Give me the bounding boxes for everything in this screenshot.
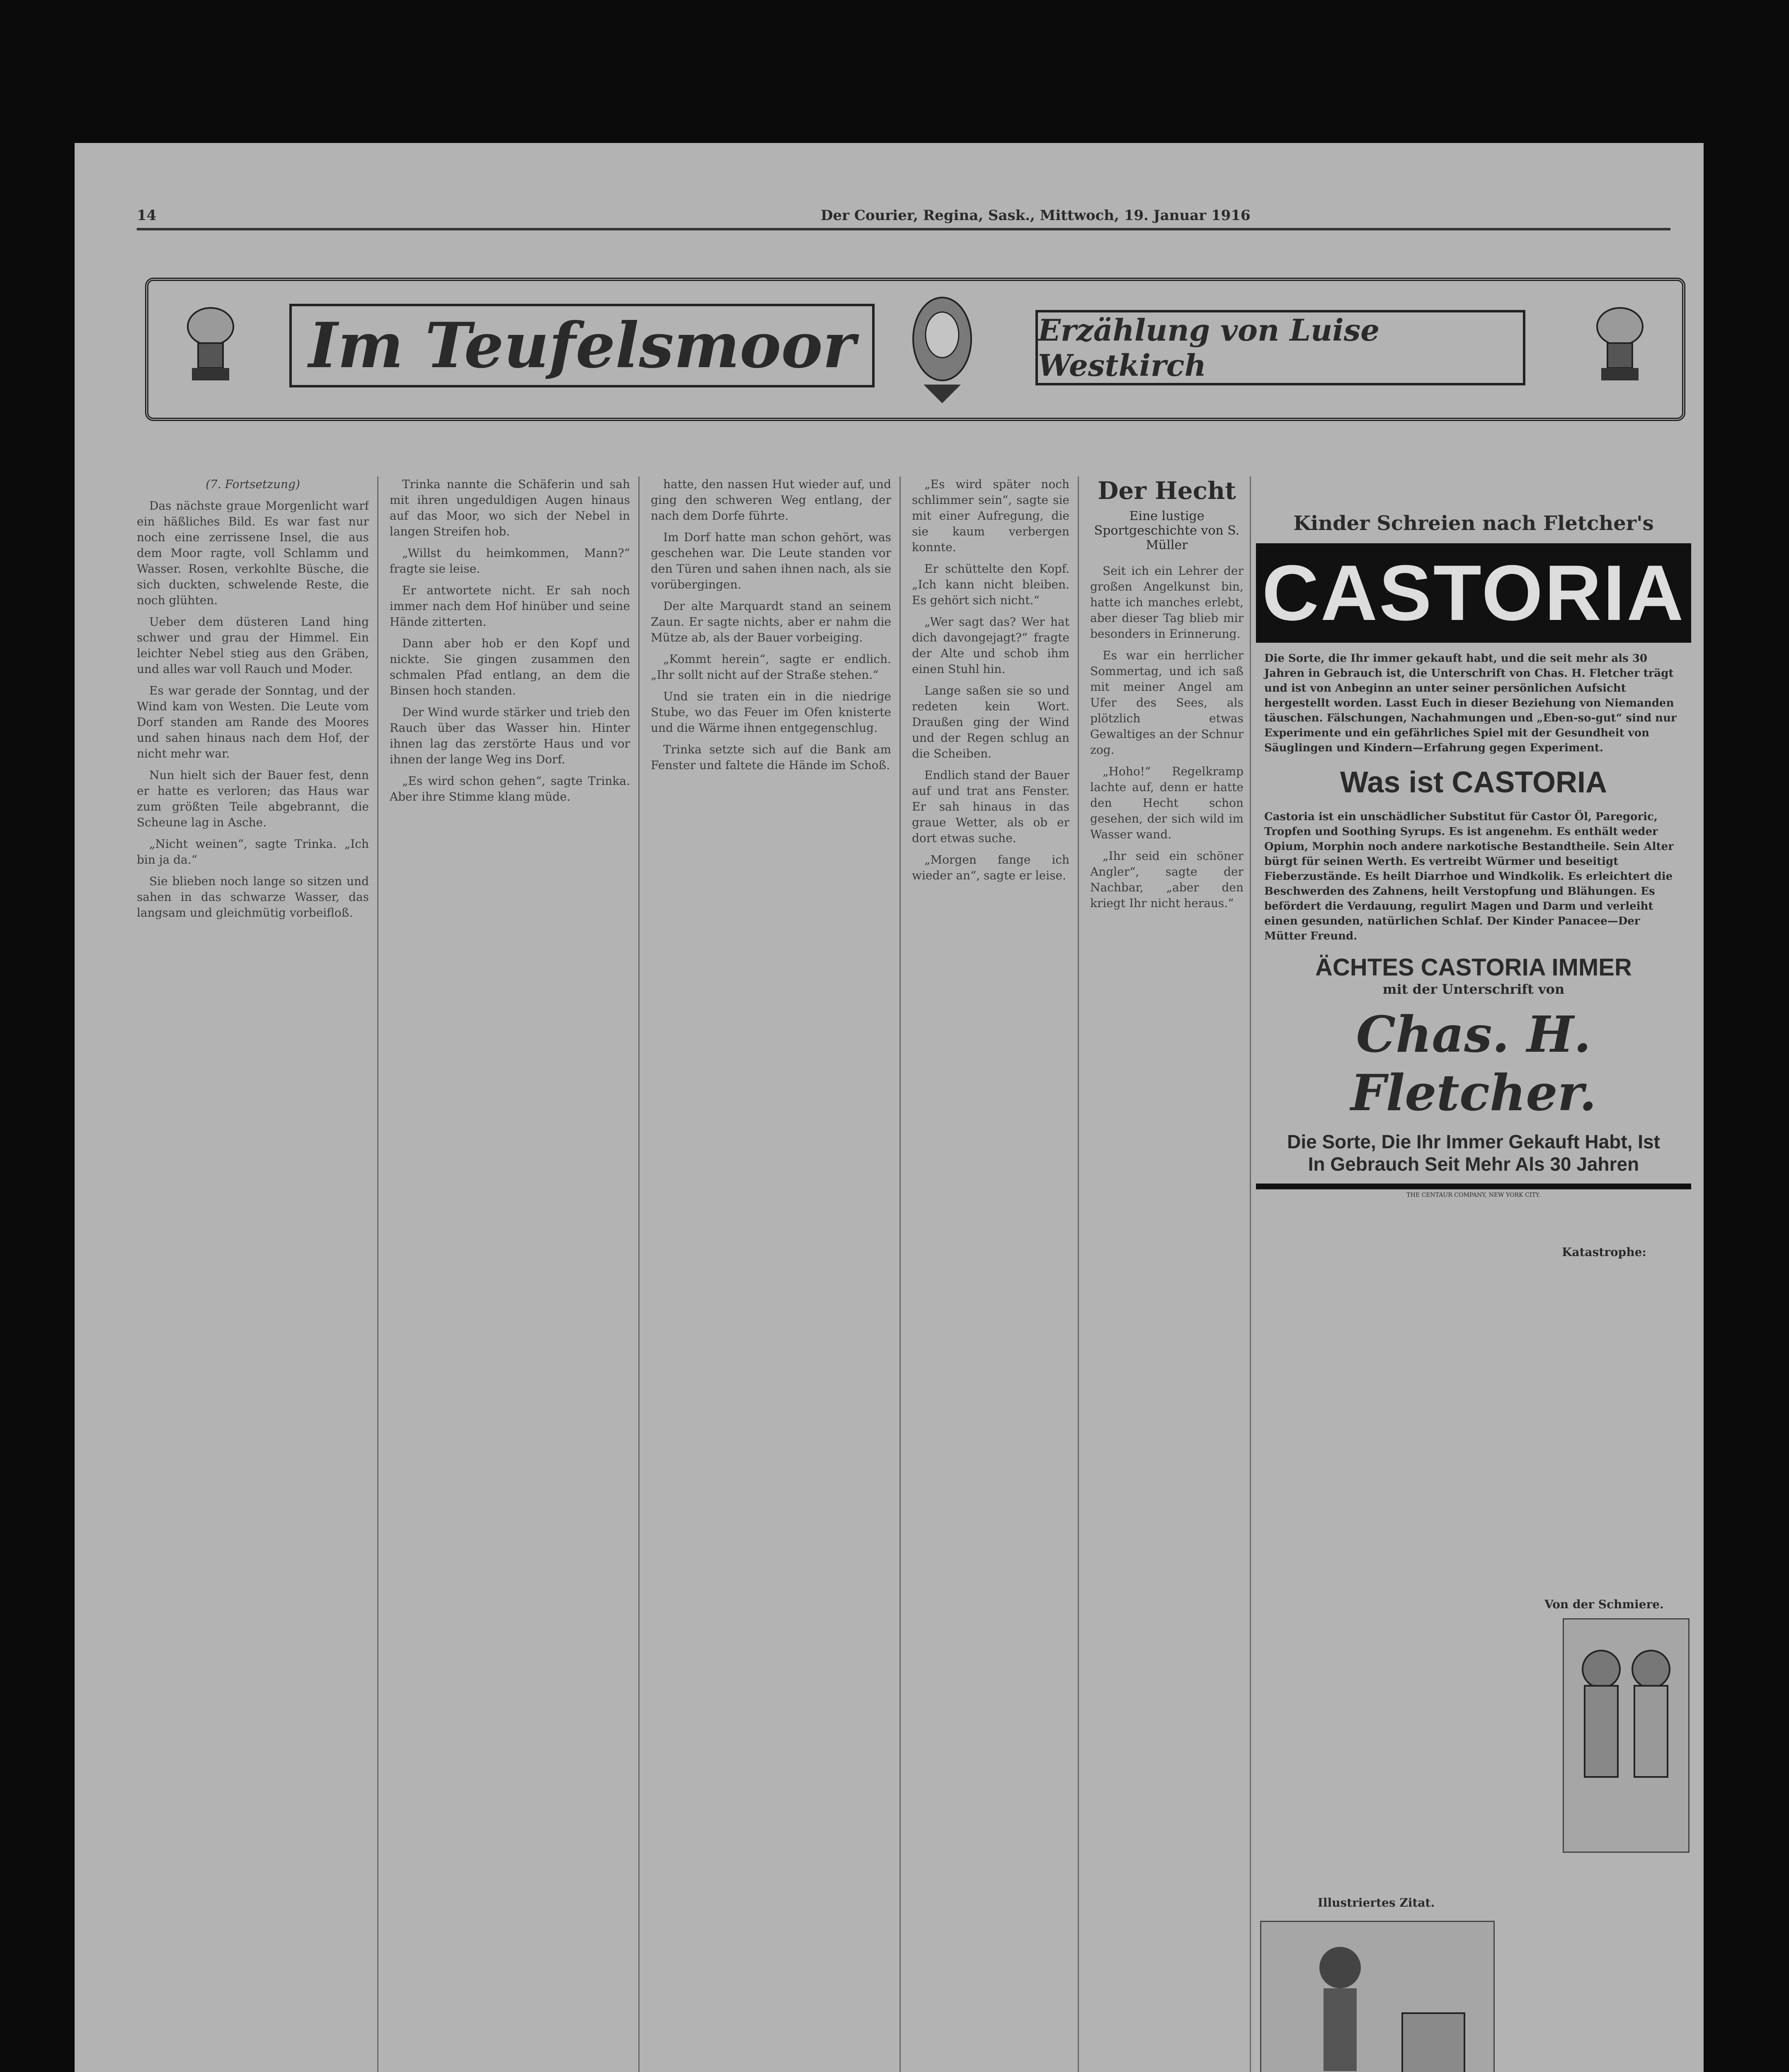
paragraph: Er schüttelte den Kopf. „Ich kann nicht bleiben. Es gehört sich nicht.“ [912, 562, 1069, 607]
face-ornament-icon [907, 289, 977, 405]
castoria-tagline: Die Sorte, Die Ihr Immer Gekauft Habt, Ist [1287, 1131, 1660, 1152]
paragraph: Ueber dem düsteren Land hing schwer und grau der Himmel. Ein leichter Nebel stieg aus den Gräben, und alles war voll Rauch und Moder. [137, 615, 369, 676]
katastrophe-heading: Katastrophe: [1562, 1245, 1646, 1259]
paragraph: Es war ein herrlicher Sommertag, und ich saß mit meiner Angel am Ufer des Sees, als plötzlich etwas Gewaltiges an der Schnur zog. [1090, 649, 1244, 757]
castoria-description: Castoria ist ein unschädlicher Substitut für Castor Öl, Paregoric, Tropfen und Soothing Syrups. Es ist angenehm. Es enthält weder Opium, Morphin noch andere narkotische Bestandtheile. Sein Alter bürgt für seinen Werth. Es vertreibt Würmer und beseitigt Fieberzustände. Es heilt Diarrhoe und Windkolik. Es erleichtert die Beschwerden des Zahnens, heilt Verstopfung und Blähungen. Es befördert die Verdauung, regulirt Magen und Darm und verleiht einen gesunden, natürlichen Schlaf. Der Kinder Panacee—Der Mütter Freund. [1264, 811, 1674, 942]
column-2 [390, 477, 630, 2072]
castoria-genuine: ÄCHTES CASTORIA IMMER [1315, 954, 1632, 981]
paragraph: Das nächste graue Morgenlicht warf ein häßliches Bild. Es war fast nur noch eine zerrissene Insel, die aus dem Moor ragte, voll Schlamm und Wasser. Rosen, verkohlte Büsche, die sich duckten, schwelende Reste, die noch glühten. [137, 499, 369, 607]
masthead: Der Courier, Regina, Sask., Mittwoch, 19. Januar 1916 [821, 207, 1251, 224]
castoria-company: THE CENTAUR COMPANY, NEW YORK CITY. [1406, 1192, 1541, 1198]
column-rule [1078, 477, 1079, 2072]
castoria-bar [1256, 1184, 1691, 1189]
castoria-tagline-2: In Gebrauch Seit Mehr Als 30 Jahren [1308, 1153, 1639, 1175]
paragraph: Der Wind wurde stärker und trieb den Rauch über das Wasser hin. Hinter ihnen lag das zerstörte Haus und vor ihnen der lange Weg ins Dorf. [390, 705, 630, 766]
castoria-signature: Chas. H. Fletcher. [1350, 1005, 1597, 1122]
paragraph: Nun hielt sich der Bauer fest, denn er hatte es verloren; das Haus war zum größten Teile abgebrannt, die Scheune lag in Asche. [137, 768, 369, 829]
hecht-title: Der Hecht [1098, 477, 1236, 505]
paragraph: „Willst du heimkommen, Mann?“ fragte sie leise. [390, 546, 630, 576]
schmiere-heading: Von der Schmiere. [1544, 1598, 1664, 1611]
column-rule [1250, 477, 1251, 2072]
paragraph: „Es wird später noch schlimmer sein“, sagte sie mit einer Aufregung, die sie kaum verbergen konnte. [912, 477, 1069, 554]
paragraph: Es war gerade der Sonntag, und der Wind kam von Westen. Die Leute vom Dorf standen am Rande des Moores und sahen hinaus nach dem Hof, der nicht mehr war. [137, 684, 369, 760]
paragraph: Der alte Marquardt stand an seinem Zaun. Er sagte nichts, aber er nahm die Mütze ab, als der Bauer vorbeiging. [651, 599, 891, 644]
castoria-heading: Kinder Schreien nach Fletcher's [1293, 512, 1654, 535]
paragraph: Im Dorf hatte man schon gehört, was geschehen war. Die Leute standen vor den Türen und sahen ihnen nach, als sie vorübergingen. [651, 530, 891, 591]
column-rule [638, 477, 640, 2072]
urn-ornament-icon [1591, 298, 1649, 393]
header-rule [137, 228, 1670, 230]
paragraph: Seit ich ein Lehrer der großen Angelkunst bin, hatte ich manches erlebt, aber dieser Tag blieb mir besonders in Erinnerung. [1090, 564, 1244, 641]
column-3 [651, 477, 891, 2072]
column-4 [912, 477, 1069, 2072]
paragraph: Dann aber hob er den Kopf und nickte. Sie gingen zusammen den schmalen Pfad entlang, an dem die Binsen hoch standen. [390, 637, 630, 697]
paragraph: Trinka setzte sich auf die Bank am Fenster und faltete die Hände im Schoß. [651, 743, 891, 772]
column-1 [137, 477, 369, 2072]
paragraph: „Kommt herein“, sagte er endlich. „Ihr sollt nicht auf der Straße stehen.“ [651, 652, 891, 682]
continuation-note: (7. Fortsetzung) [206, 477, 300, 491]
paragraph: „Ihr seid ein schöner Angler“, sagte der Nachbar, „aber den kriegt Ihr nicht heraus.“ [1090, 849, 1244, 910]
schmiere-illustration [1563, 1618, 1690, 1853]
paragraph: „Nicht weinen“, sagte Trinka. „Ich bin ja da.“ [137, 837, 369, 867]
page-number: 14 [137, 207, 157, 224]
hecht-subtitle: Eine lustige Sportgeschichte von S. Müller [1094, 509, 1240, 552]
paragraph: Trinka nannte die Schäferin und sah mit ihren ungeduldigen Augen hinaus auf das Moor, wo sich der Nebel in langen Streifen hob. [390, 477, 630, 538]
paragraph: „Es wird schon gehen“, sagte Trinka. Aber ihre Stimme klang müde. [390, 774, 630, 804]
column-rule [377, 477, 378, 2072]
paragraph: Sie blieben noch lange so sitzen und sahen in das schwarze Wasser, das langsam und gleichmütig vorbeifloß. [137, 874, 369, 920]
illus1-caption: Illustriertes Zitat. [1317, 1896, 1435, 1910]
newspaper-page [75, 143, 1704, 2072]
castoria-brand: CASTORIA [1256, 543, 1691, 643]
castoria-ad [1256, 503, 1691, 1225]
paragraph: Er antwortete nicht. Er sah noch immer nach dem Hof hinüber und seine Hände zitterten. [390, 583, 630, 629]
paragraph: Und sie traten ein in die niedrige Stube, wo das Feuer im Ofen knisterte und die Wärme ihnen entgegenschlug. [651, 690, 891, 735]
paragraph: „Morgen fange ich wieder an“, sagte er leise. [912, 853, 1069, 882]
castoria-signature-line: mit der Unterschrift von [1382, 981, 1565, 997]
cartoon-illustration [1260, 1921, 1495, 2072]
page-header [137, 203, 1670, 249]
paragraph: „Wer sagt das? Wer hat dich davongejagt?“ fragte der Alte und schob ihm einen Stuhl hin. [912, 615, 1069, 676]
column-rule [899, 477, 901, 2072]
paragraph: „Hoho!“ Regelkramp lachte auf, denn er hatte den Hecht schon gesehen, der sich wild im Wasser wand. [1090, 765, 1244, 841]
castoria-intro: Die Sorte, die Ihr immer gekauft habt, und die seit mehr als 30 Jahren in Gebrauch ist, die Unterschrift von Chas. H. Fletcher trägt und ist von Anbeginn an unter seiner persönlichen Aufsicht hergestellt worden. Lasst Euch in dieser Beziehung von Niemanden täuschen. Fälschungen, Nachahmungen und „Eben-so-gut“ sind nur Experimente und ein gefährliches Spiel mit der Gesundheit von Säuglingen und Kindern—Erfahrung gegen Experiment. [1264, 652, 1677, 754]
urn-ornament-icon [182, 298, 240, 393]
paragraph: Lange saßen sie so und redeten kein Wort. Draußen ging der Wind und der Regen schlug an die Scheiben. [912, 684, 1069, 760]
castoria-question: Was ist CASTORIA [1340, 766, 1607, 799]
column-5 [1090, 477, 1244, 2072]
paragraph: hatte, den nassen Hut wieder auf, und ging den schweren Weg entlang, der nach dem Dorfe führte. [651, 477, 891, 523]
banner-title: Im Teufelsmoor [289, 304, 875, 387]
paragraph: Endlich stand der Bauer auf und trat ans Fenster. Er sah hinaus in das graue Wetter, als ob er dort etwas suche. [912, 768, 1069, 845]
banner-subtitle: Erzählung von Luise Westkirch [1035, 310, 1525, 385]
story-banner [145, 278, 1685, 421]
